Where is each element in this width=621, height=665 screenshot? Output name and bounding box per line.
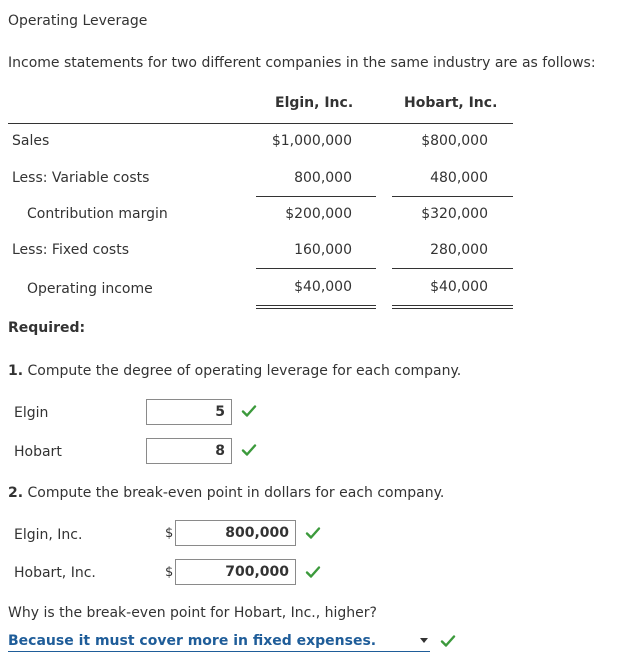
page-title: Operating Leverage (8, 13, 148, 29)
required-heading: Required: (8, 320, 86, 336)
question-2-text: Compute the break-even point in dollars for each company. (23, 485, 445, 501)
cell-elgin-operating-income: $40,000 (294, 279, 352, 295)
subtotal-rule-elgin (256, 196, 376, 197)
answer-dropdown-value: Because it must cover more in fixed expenses. (8, 633, 377, 649)
question-1-text: Compute the degree of operating leverage for each company. (23, 363, 462, 379)
cell-hobart-sales: $800,000 (421, 133, 488, 149)
q1-hobart-input[interactable]: 8 (146, 438, 232, 464)
header-elgin: Elgin, Inc. (275, 95, 354, 111)
q2-elgin-input[interactable]: 800,000 (175, 520, 296, 546)
question-2-number: 2. (8, 485, 24, 501)
q2-hobart-label: Hobart, Inc. (14, 565, 96, 581)
total-double-rule-hobart (392, 305, 513, 309)
check-icon (305, 525, 321, 541)
cell-hobart-fixed-costs: 280,000 (430, 242, 488, 258)
header-rule (8, 123, 513, 124)
subtotal-rule-elgin-2 (256, 268, 376, 269)
q2-elgin-currency: $ (165, 526, 174, 541)
cell-elgin-contribution-margin: $200,000 (285, 206, 352, 222)
q2-hobart-currency: $ (165, 565, 174, 580)
row-label-variable-costs: Less: Variable costs (12, 170, 150, 186)
chevron-down-icon[interactable] (420, 638, 428, 643)
row-label-fixed-costs: Less: Fixed costs (12, 242, 129, 258)
question-3-text: Why is the break-even point for Hobart, Inc., higher? (8, 605, 377, 621)
subtotal-rule-hobart-2 (392, 268, 513, 269)
cell-hobart-operating-income: $40,000 (430, 279, 488, 295)
intro-text: Income statements for two different companies in the same industry are as follows: (8, 55, 596, 71)
total-double-rule-elgin (256, 305, 376, 309)
row-label-contribution-margin: Contribution margin (27, 206, 168, 222)
q2-hobart-input[interactable]: 700,000 (175, 559, 296, 585)
header-hobart: Hobart, Inc. (404, 95, 498, 111)
check-icon (241, 442, 257, 458)
subtotal-rule-hobart (392, 196, 513, 197)
row-label-sales: Sales (12, 133, 50, 149)
answer-dropdown[interactable] (8, 632, 430, 652)
q1-elgin-input[interactable]: 5 (146, 399, 232, 425)
cell-hobart-contribution-margin: $320,000 (421, 206, 488, 222)
check-icon (440, 633, 456, 649)
row-label-operating-income: Operating income (27, 281, 153, 297)
question-2 (8, 485, 444, 501)
check-icon (305, 564, 321, 580)
cell-elgin-fixed-costs: 160,000 (294, 242, 352, 258)
q1-elgin-label: Elgin (14, 405, 49, 421)
q2-elgin-label: Elgin, Inc. (14, 527, 83, 543)
cell-elgin-variable-costs: 800,000 (294, 170, 352, 186)
question-1 (8, 363, 461, 379)
cell-elgin-sales: $1,000,000 (271, 133, 352, 149)
question-1-number: 1. (8, 363, 24, 379)
cell-hobart-variable-costs: 480,000 (430, 170, 488, 186)
check-icon (241, 403, 257, 419)
q1-hobart-label: Hobart (14, 444, 62, 460)
